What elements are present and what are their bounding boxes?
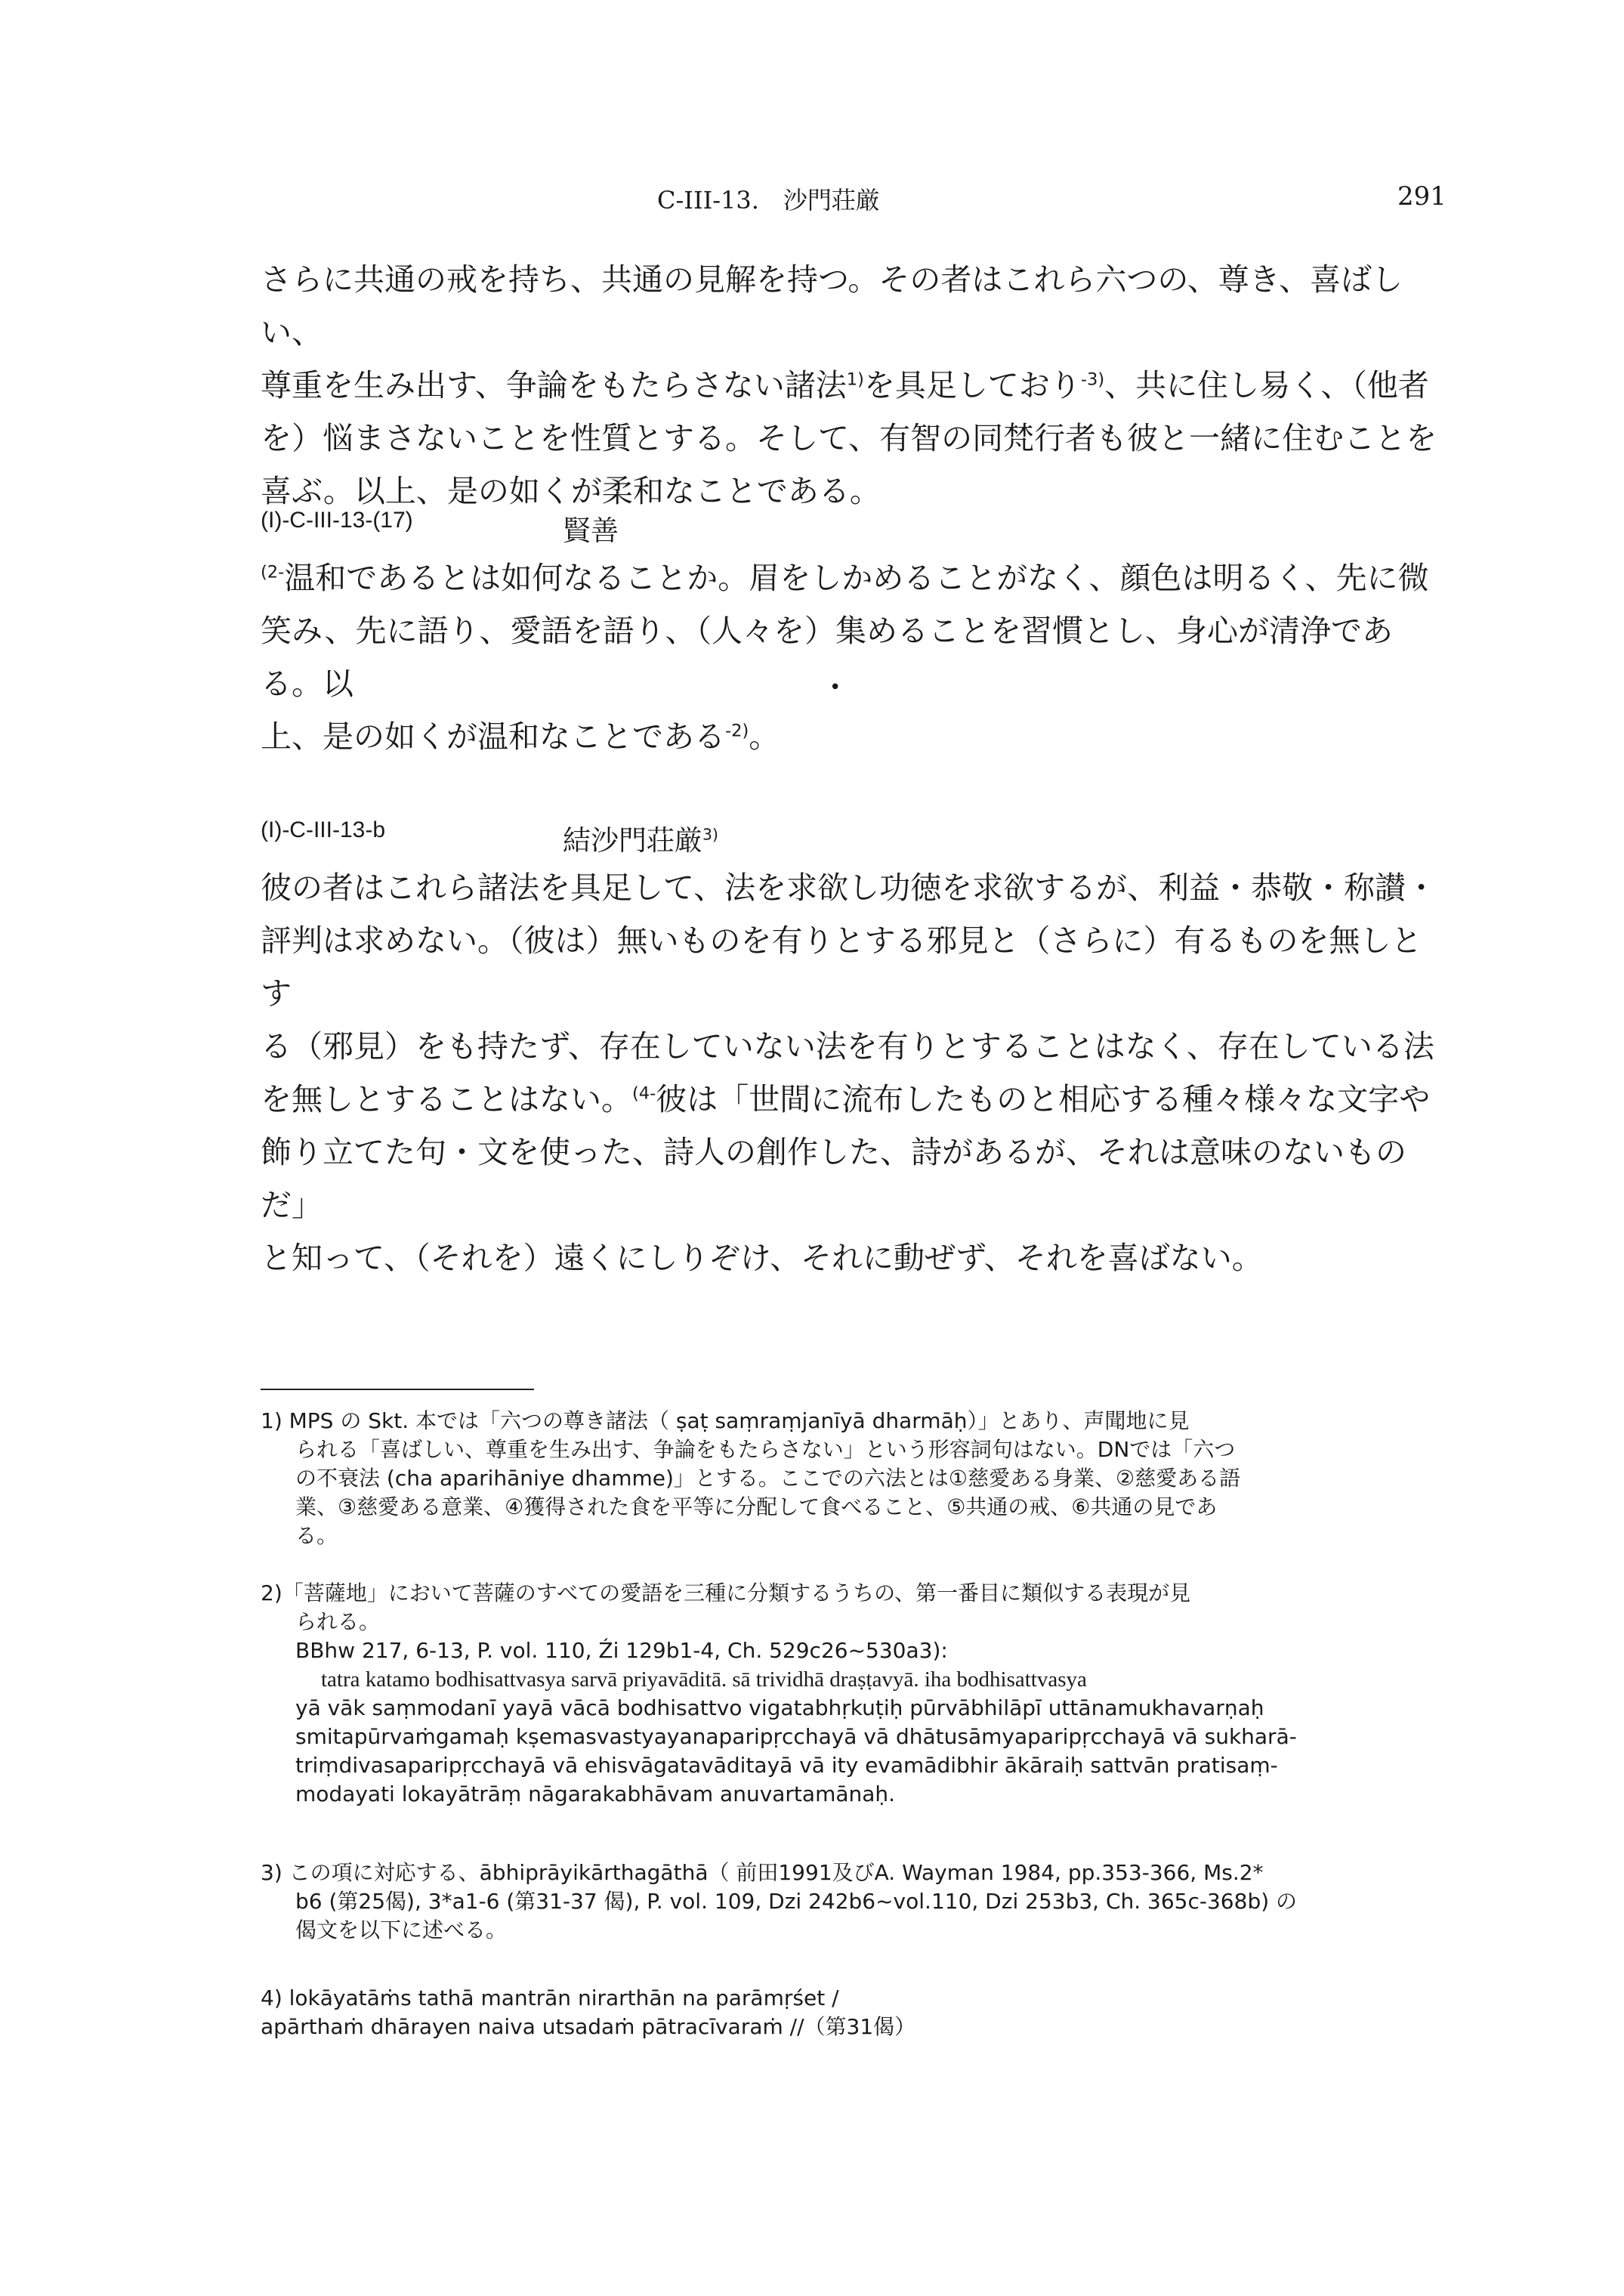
footnote-line: 4) lokāyatāṁs tathā mantrān nirarthān na parāmṛśet /: [261, 1985, 839, 2010]
text-line: 尊重を生み出す、争論をもたらさない諸法: [261, 367, 847, 403]
footnote-line: 3) この項に対応する、ābhiprāyikārthagāthā（ 前田1991及びA. Wayman 1984, pp.353-366, Ms.2*: [261, 1860, 1264, 1885]
paragraph-2: [261, 552, 1439, 763]
text-line: を具足しており: [863, 367, 1081, 403]
footnote-ref[interactable]: 3): [702, 825, 718, 844]
text-line: 上、是の如くが温和なことである: [261, 718, 725, 755]
sanskrit-line: smitapūrvaṁgamaḥ kṣemasvastyayanaparipṛcchayā vā dhātusāmyaparipṛcchayā vā sukharā-: [295, 1724, 1297, 1749]
sanskrit-line: triṃdivasaparipṛcchayā vā ehisvāgatavāditayā vā ity evamādibhir ākāraiḥ sattvān pratisaṃ-: [295, 1753, 1278, 1778]
footnote-3: [261, 1859, 1439, 1945]
footnote-line: られる「喜ばしい、尊重を生み出す、争論をもたらさない」という形容詞句はない。DNでは「六つ: [295, 1437, 1236, 1462]
running-header: C-III-13. 沙門荘厳: [657, 186, 880, 215]
section-title-text: 結沙門荘厳: [563, 824, 702, 857]
section-number: (I)-C-III-13-(17): [261, 508, 413, 533]
footnote-line: る。: [295, 1523, 338, 1548]
text-line: 温和であるとは如何なることか。眉をしかめることがなく、顔色は明るく、先に微: [284, 560, 1429, 596]
text-line: 。: [749, 718, 780, 755]
text-line: 彼の者はこれら諸法を具足して、法を求欲し功徳を求欲するが、利益・恭敬・称讃・: [261, 870, 1437, 906]
citation-line: BBhw 217, 6-13, P. vol. 110, Źi 129b1-4, Ch. 529c26~530a3):: [295, 1638, 948, 1663]
footnote-ref[interactable]: (2-: [261, 562, 285, 582]
text-line: と知って、（それを）遠くにしりぞけ、それに動ぜず、それを喜ばない。: [261, 1240, 1263, 1276]
footnote-ref[interactable]: -2): [725, 721, 749, 741]
footnote-line: の不衰法 (cha aparihāniye dhamme)」とする。ここでの六法とは①慈愛ある身業、②慈愛ある語: [295, 1466, 1241, 1491]
footnote-4: [261, 1984, 1439, 2041]
text-line: る（邪見）をも持たず、存在していない法を有りとすることはなく、存在している法: [261, 1028, 1434, 1065]
footnote-line: 2)「菩薩地」において菩薩のすべての愛語を三種に分類するうちの、第一番目に類似する表現が見: [261, 1581, 1191, 1605]
footnote-1: [261, 1407, 1439, 1550]
footnote-line: 業、③慈愛ある意業、④獲得された食を平等に分配して食べること、⑤共通の戒、⑥共通の見であ: [295, 1494, 1218, 1519]
footnote-ref[interactable]: -3): [1080, 369, 1105, 390]
paragraph-1: [261, 253, 1439, 518]
text-line: 喜ぶ。以上、是の如くが柔和なことである。: [261, 473, 881, 509]
footnote-line: 偈文を以下に述べる。: [295, 1917, 508, 1942]
sanskrit-line: modayati lokayātrāṃ nāgarakabhāvam anuvartamānaḥ.: [295, 1781, 896, 1806]
paragraph-3: [261, 861, 1439, 1284]
footnote-ref[interactable]: 1): [846, 369, 864, 390]
text-line: 飾り立てた句・文を使った、詩人の創作した、詩があるが、それは意味のないものだ」: [261, 1134, 1406, 1223]
section-title: 賢善: [563, 515, 619, 547]
section-title: [563, 817, 718, 858]
sanskrit-line: tatra katamo bodhisattvasya sarvā priyavāditā. sā trividhā draṣṭavyā. iha bodhisattvasya: [321, 1667, 1087, 1692]
footnote-ref[interactable]: (4-: [632, 1083, 656, 1104]
footnote-2: [261, 1579, 1439, 1809]
text-line: さらに共通の戒を持ち、共通の見解を持つ。その者はこれら六つの、尊き、喜ばしい、: [261, 261, 1403, 351]
text-line: 彼は「世間に流布したものと相応する種々様々な文字や: [656, 1081, 1431, 1117]
sanskrit-line: yā vāk saṃmodanī yayā vācā bodhisattvo vigatabhṛkuṭiḥ pūrvābhilāpī uttānamukhavarṇaḥ: [295, 1695, 1264, 1720]
footnote-line: られる。: [295, 1609, 381, 1634]
page-number: 291: [1397, 181, 1446, 212]
footnote-line: apārthaṁ dhārayen naiva utsadaṁ pātracīvaraṁ //（第31偈）: [261, 2014, 916, 2039]
footnote-divider: [261, 1389, 534, 1390]
footnote-line: b6 (第25偈), 3*a1-6 (第31-37 偈), P. vol. 109, Dzi 242b6~vol.110, Dzi 253b3, Ch. 365c-368b) の: [295, 1889, 1298, 1914]
text-line: 、共に住し易く、（他者: [1104, 367, 1429, 403]
footnote-line: 1) MPS の Skt. 本では「六つの尊き諸法（ ṣaṭ saṃraṃjanīyā dharmāḥ）」とあり、声聞地に見: [261, 1408, 1190, 1433]
stray-mark: •: [829, 676, 841, 699]
text-line: を無しとすることはない。: [261, 1081, 632, 1117]
text-line: を）悩まさないことを性質とする。そして、有智の同梵行者も彼と一緒に住むことを: [261, 420, 1437, 456]
text-line: 評判は求めない。（彼は）無いものを有りとする邪見と（さらに）有るものを無しとす: [261, 922, 1422, 1012]
text-line: 笑み、先に語り、愛語を語り、（人々を）集めることを習慣とし、身心が清浄である。以: [261, 613, 1393, 702]
section-number: (I)-C-III-13-b: [261, 817, 385, 842]
